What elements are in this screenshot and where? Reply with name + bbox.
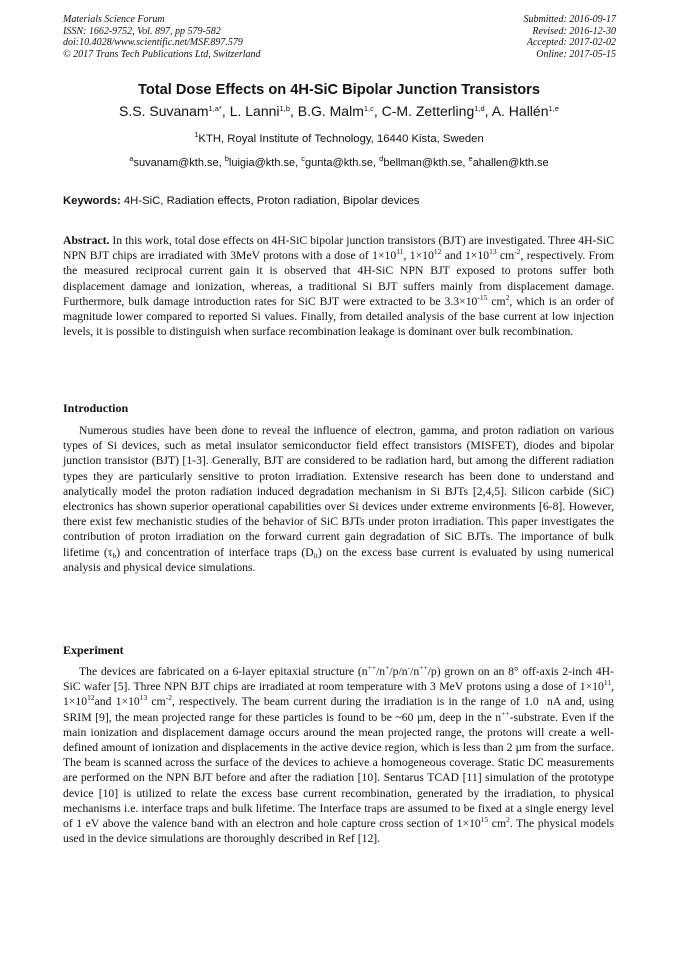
email-sup: e: [468, 154, 473, 163]
accepted-date: Accepted: 2017-02-02: [526, 37, 616, 49]
author-name: L. Lanni: [229, 103, 280, 119]
keywords: [63, 195, 623, 207]
author-sup: 1,e: [548, 104, 559, 113]
publication-dates: [524, 14, 617, 60]
affiliation-text: KTH, Royal Institute of Technology, 16440 Kista, Sweden: [198, 133, 484, 145]
email-sup: c: [301, 154, 305, 163]
abstract-label: Abstract.: [63, 234, 110, 247]
email-link[interactable]: suvanam@kth.se: [133, 157, 219, 169]
journal-info: [63, 14, 261, 60]
author-list: S.S. Suvanam$^{1,a*}$, L. Lanni$^{1,b}$, B.G. Malm$^{1,c}$, C-M. Zetterling$^{1,d}$, A. Hallén$^{1,e}$: [119, 103, 559, 119]
author-sup: 1,b: [279, 104, 290, 113]
email-link[interactable]: bellman@kth.se: [383, 157, 463, 169]
affiliation-sup: 1: [194, 130, 199, 139]
paper-title: Total Dose Effects on 4H-SiC Bipolar Junction Transistors: [138, 82, 540, 98]
author-name: C-M. Zetterling: [381, 103, 475, 119]
email-link[interactable]: gunta@kth.se: [305, 157, 374, 169]
keywords-text: 4H-SiC, Radiation effects, Proton radiation, Bipolar devices: [120, 195, 420, 207]
online-date: Online: 2017-05-15: [536, 48, 616, 60]
experiment-heading: Experiment: [63, 643, 124, 657]
abstract: [63, 233, 614, 339]
author-name: B.G. Malm: [297, 103, 364, 119]
journal-name: Materials Science Forum: [63, 14, 165, 25]
introduction-paragraph: Numerous studies have been done to reveal the influence of electron, gamma, and proton radiation on various types of Si devices, such as metal insulator semiconductor field effect transistors (MISFET), diodes and bipolar junction transistor (BJT) [1-3]. Generally, BJT are considered to be radiation hard, but among the different radiation types they are particularly sensitive to proton irradiation. Extensive research has been done to understand and analytically model the proton radiation induced degradation mechanism in Si BJTs [2,4,5]. Silicon carbide (SiC) electronics has shown superior operational capabilities over Si devices under extreme environments [6-8]. However, there exist few mechanistic studies of the behavior of SiC BJTs under proton irradiation. This paper investigates the contribution of proton irradiation on the forward current gain degradation of SiC BJTs. The importance of bulk lifetime $(\tau_b)$ and concentration of interface traps $(D_{it})$ on the excess base current is evaluated by using numerical analysis and physical device simulations.: [63, 424, 614, 574]
author-name: A. Hallén: [491, 103, 549, 119]
email-sup: b: [224, 154, 229, 163]
doi-line: doi:10.4028/www.scientific.net/MSF.897.579: [63, 37, 243, 49]
author-name: S.S. Suvanam: [119, 103, 209, 119]
issn-line: ISSN: 1662-9752, Vol. 897, pp 579-582: [63, 25, 221, 37]
revised-date: Revised: 2016-12-30: [532, 25, 616, 37]
email-sup: a: [129, 154, 134, 163]
keywords-label: Keywords:: [63, 195, 121, 207]
introduction-heading: Introduction: [63, 401, 129, 415]
experiment-paragraph: The devices are fabricated on a 6-layer epitaxial structure (n++/n+/p/n-/n++/p) grown on an 8° off-axis 2-inch 4H-SiC wafer [5]. Three NPN BJT chips are irradiated at room temperature with 3 MeV protons using a dose of $1\times 10^{11}$, $1\times 10^{12}and$ $1\times 10^{13}$ $cm^{-2}$, respectively. The beam current during the irradiation is in the range of 1.0 nA and, using SRIM [9], the mean projected range for these particles is found to be ~60 µm, deep in the n++-substrate. Even if the main ionization and displacement damage occurs around the mean projected range, the protons will create a well-defined amount of ionization and displacements in the active device region, which is less than 2 µm from the surface. The beam is scanned across the surface of the devices to achieve a homogeneous coverage. Static DC measurements are performed on the NPN BJT before and after the radiation [10]. Sentarus TCAD [11] simulation of the prototype device [10] is utilized to relate the excess base current recombination, generated by the irradiation, to physical mechanisms i.e. interface traps and bulk lifetime. The Interface traps are assumed to be fixed at a single energy level of 1 eV above the valence band with an electron and hole capture cross section of $1\times 10^{15}$ $cm^2$. The physical models used in the device simulations are thoroughly described in Ref [12].: [63, 663, 615, 846]
submitted-date: Submitted: 2016-09-17: [523, 14, 616, 25]
author-sup: 1,d: [474, 104, 485, 113]
email-link[interactable]: ahallen@kth.se: [472, 157, 549, 169]
email-sup: d: [379, 154, 384, 163]
affiliation: [0, 130, 678, 145]
copyright-line: © 2017 Trans Tech Publications Ltd, Switzerland: [63, 48, 261, 60]
email-list: $^a$suvanam@kth.se, $^b$luigia@kth.se, $^c$gunta@kth.se, $^d$bellman@kth.se, $^e$ahallen@kth.se: [129, 154, 549, 169]
abstract-text: In this work, total dose effects on 4H-SiC bipolar junction transistors (BJT) are investigated. Three 4H-SiC NPN BJT chips are irradiated with 3MeV protons with a dose of $1\times 10^{11}$, $1\times 10^{12}$ and $1\times 10^{13}$ $cm^{-2}$, respectively. From the measured reciprocal current gain it is observed that 4H-SiC NPN BJT exposed to protons suffer both displacement damage and ionization, whereas, a traditional Si BJT suffers mainly from displacement damage. Furthermore, bulk damage introduction rates for SiC BJT were extracted to be $3.3\times 10^{-15}$ $cm^2$, which is an order of magnitude lower compared to reported Si values. Finally, from detailed analysis of the base current at low injection levels, it is possible to distinguish when surface recombination leakage is dominant over bulk recombination.: [63, 234, 615, 339]
email-link[interactable]: luigia@kth.se: [228, 157, 296, 169]
author-sup: 1,c: [363, 104, 374, 113]
author-sup: 1,a*: [208, 104, 222, 113]
